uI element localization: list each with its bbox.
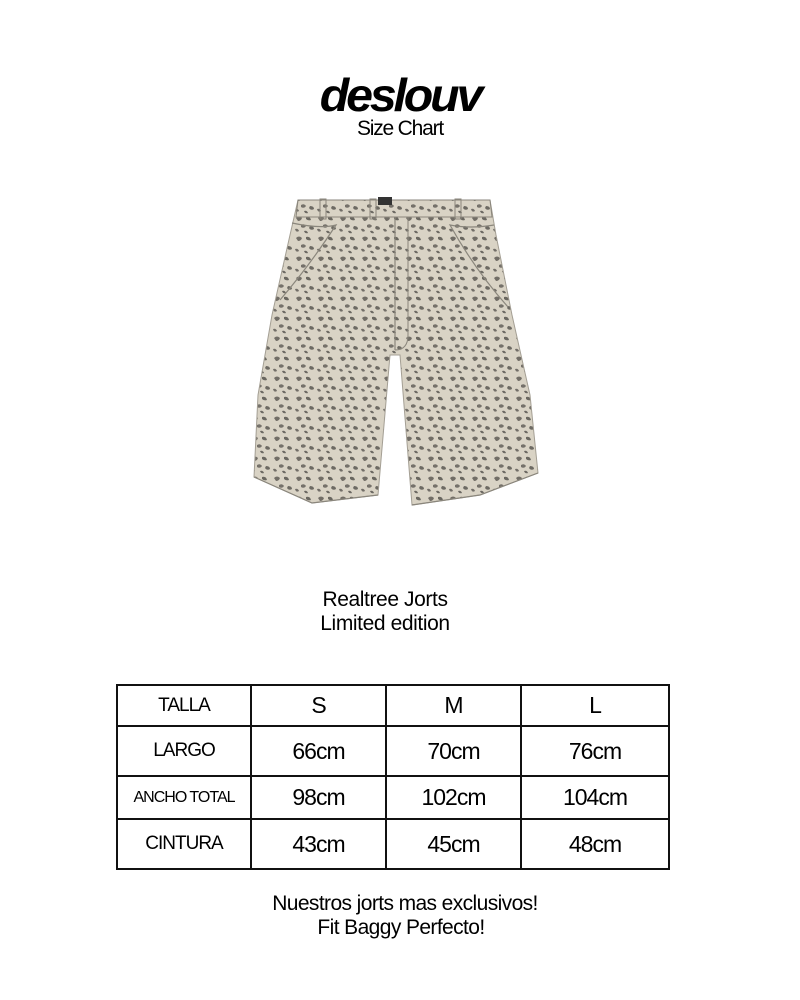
leopard-print-jorts-icon: [250, 195, 540, 510]
table-header-row: [117, 685, 669, 726]
table-cell: 66cm: [251, 726, 386, 776]
header-cell-l: L: [521, 685, 669, 726]
table-cell: 45cm: [386, 819, 521, 869]
header-cell-m: M: [386, 685, 521, 726]
header-cell-talla: TALLA: [117, 685, 251, 726]
table-cell: 102cm: [386, 776, 521, 819]
table-cell: 98cm: [251, 776, 386, 819]
footer-tagline: [0, 892, 800, 940]
product-image: [250, 195, 540, 510]
table-cell: 48cm: [521, 819, 669, 869]
table-cell: 76cm: [521, 726, 669, 776]
product-title: Realtree Jorts: [322, 588, 448, 611]
table-row-largo: [117, 726, 669, 776]
product-name: [235, 588, 535, 636]
row-label: ANCHO TOTAL: [117, 776, 251, 819]
row-label: CINTURA: [117, 819, 251, 869]
tagline-line-2: Fit Baggy Perfecto!: [317, 916, 485, 939]
table-cell: 104cm: [521, 776, 669, 819]
row-label: LARGO: [117, 726, 251, 776]
tagline-line-1: Nuestros jorts mas exclusivos!: [272, 892, 538, 915]
table-cell: 43cm: [251, 819, 386, 869]
brand-logo: deslouv: [319, 69, 481, 121]
size-table: [116, 684, 670, 870]
table-row-ancho-total: [117, 776, 669, 819]
table-cell: 70cm: [386, 726, 521, 776]
table-row-cintura: [117, 819, 669, 869]
header-cell-s: S: [251, 685, 386, 726]
product-edition: Limited edition: [320, 612, 450, 635]
page-title: Size Chart: [356, 117, 444, 140]
